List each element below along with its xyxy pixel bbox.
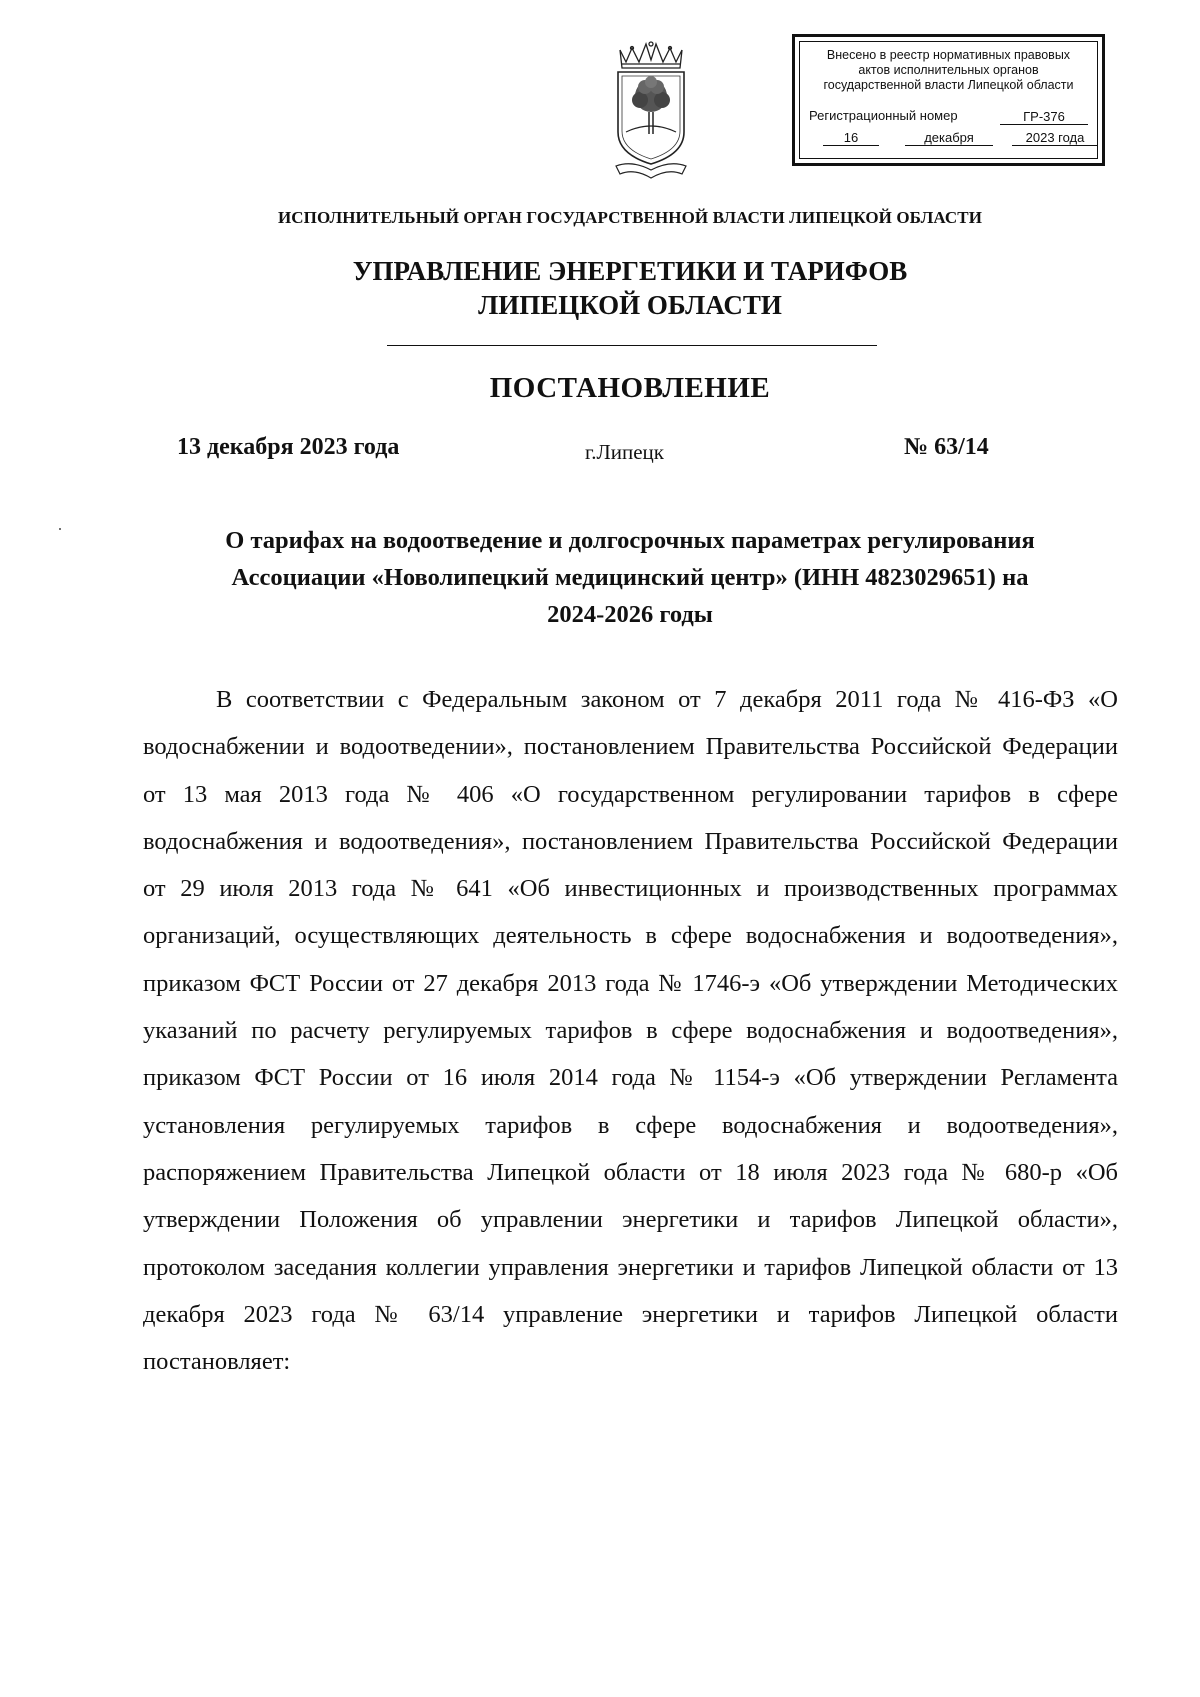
registry-year: 2023 года [1012, 130, 1098, 146]
registry-stamp [792, 34, 1105, 166]
header-divider [387, 345, 877, 346]
coat-of-arms-icon [612, 40, 690, 180]
document-number: № 63/14 [904, 434, 989, 460]
document-city: г.Липецк [585, 440, 664, 464]
subject-line-3: 2024-2026 годы [547, 601, 713, 628]
registry-date-row [809, 130, 1094, 148]
document-date: 13 декабря 2023 года [177, 434, 400, 460]
document-subject [140, 522, 1120, 633]
registry-line-3: государственной власти Липецкой области [823, 78, 1074, 92]
department-title-line-2: ЛИПЕЦКОЙ ОБЛАСТИ [478, 290, 782, 320]
body-paragraph: В соответствии с Федеральным законом от 7 декабря 2011 года № 416-ФЗ «О водоснабжении и водоотведении», постановлением Правительства Российской Федерации от 13 мая 2013 года № 406 «О государственном регулировании тарифов в сфере водоснабжения и водоотведения», постановлением Правительства Российской Федерации от 29 июля 2013 года № 641 «Об инвестиционных и производственных программах организаций, осуществляющих деятельность в сфере водоснабжения и водоотведения», приказом ФСТ России от 27 декабря 2013 года № 1746-э «Об утверждении Методических указаний по расчету регулируемых тарифов в сфере водоснабжения и водоотведения», приказом ФСТ России от 16 июля 2014 года № 1154-э «Об утверждении Регламента установления регулируемых тарифов в сфере водоснабжения и водоотведения», распоряжением Правительства Липецкой области от 18 июля 2023 года № 680-р «Об утверждении Положения об управлении энергетики и тарифов Липецкой области», протоколом заседания коллегии управления энергетики и тарифов Липецкой области от 13 декабря 2023 года № 63/14 управление энергетики и тарифов Липецкой области постановляет: [143, 686, 1118, 1376]
organization-line: ИСПОЛНИТЕЛЬНЫЙ ОРГАН ГОСУДАРСТВЕННОЙ ВЛАСТИ ЛИПЕЦКОЙ ОБЛАСТИ [277, 208, 983, 227]
department-title-line-1: УПРАВЛЕНИЕ ЭНЕРГЕТИКИ И ТАРИФОВ [352, 256, 908, 286]
registry-number-row [809, 108, 1094, 123]
registry-day: 16 [823, 130, 879, 146]
registry-number-value: ГР-376 [1000, 109, 1088, 125]
registry-number-label: Регистрационный номер [809, 108, 958, 123]
registry-month: декабря [905, 130, 993, 146]
subject-line-1: О тарифах на водоотведение и долгосрочных параметрах регулирования [225, 527, 1035, 554]
registry-line-1: Внесено в реестр нормативных правовых [826, 48, 1071, 62]
subject-line-2: Ассоциации «Новолипецкий медицинский центр» (ИНН 4823029651) на [231, 564, 1029, 591]
document-type: ПОСТАНОВЛЕНИЕ [489, 372, 771, 404]
registry-line-2: актов исполнительных органов [858, 63, 1039, 77]
scan-speck [59, 528, 61, 530]
department-title [0, 254, 1200, 322]
